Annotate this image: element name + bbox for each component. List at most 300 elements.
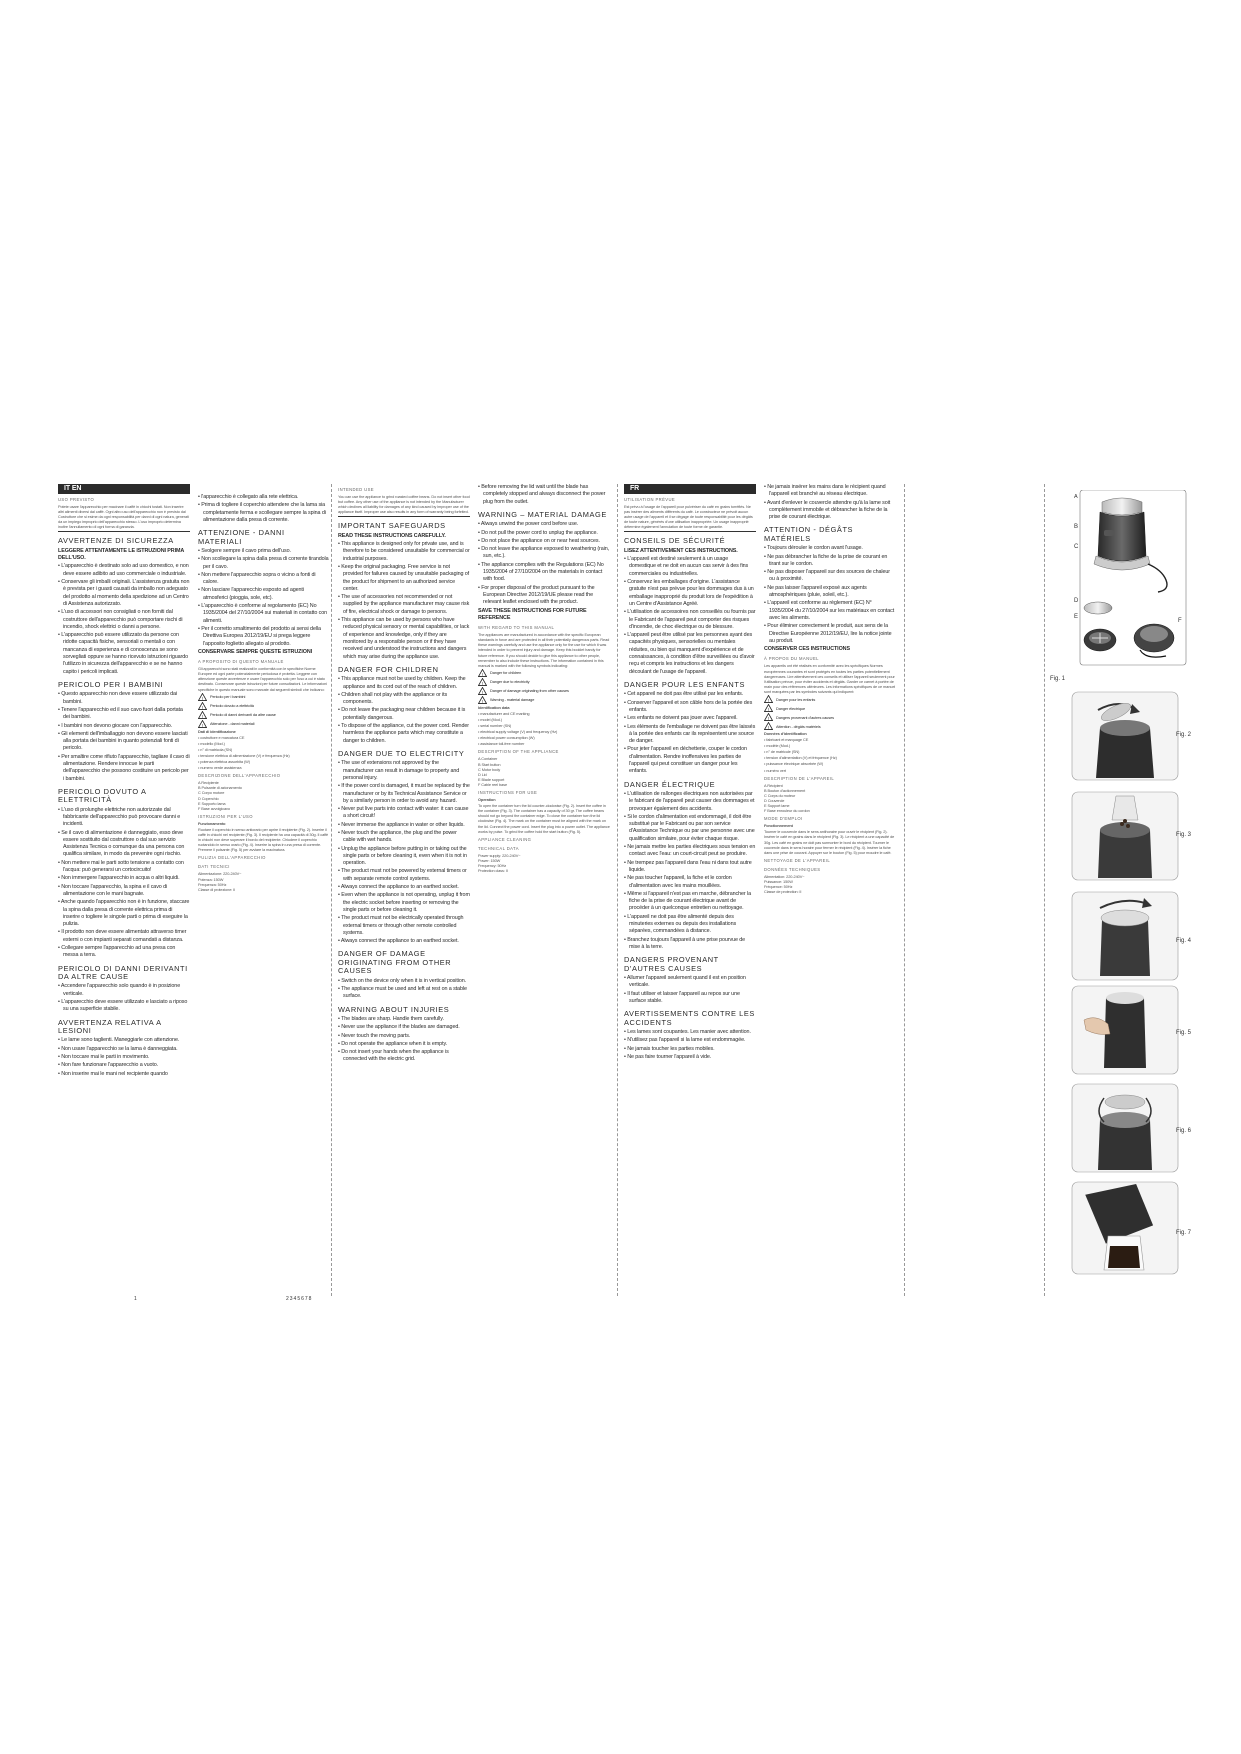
fill-beans-illustration [1070,790,1180,882]
list-item: • The blades are sharp. Handle them carefully. [338,1016,470,1023]
list-item: • Les éléments de l'emballage ne doivent pas être laissés à la portée des enfants car ils représentent une source de danger. [624,724,756,746]
list-item: • Do not pull the power cord to unplug the appliance. [478,530,610,537]
list-item: • l'apparecchio è collegato alla rete elettrica. [198,494,330,501]
list-item: • numéro vert [764,768,896,773]
material-list [764,545,896,645]
manual-heading: WITH REGARD TO THIS MANUAL [478,625,555,631]
other-causes-heading: PERICOLO DI DANNI DERIVANTI DA ALTRE CAUSE [58,963,188,982]
list-item: • Do not leave the packaging near children because it is potentially dangerous. [338,707,470,722]
tech-list [478,853,610,873]
warning-triangle-icon [478,687,487,695]
list-item: • Always connect the appliance to an earthed socket. [338,938,470,945]
svg-text:!: ! [767,724,770,730]
list-item: F Base avvolgicavo [198,805,230,811]
list-item: Classe di protezione: II [198,886,236,892]
list-item: D Coperchio [198,795,219,801]
cleaning-heading: NETTOYAGE DE L'APPAREIL [764,857,831,863]
language-bar-fr: FR [624,484,756,494]
symbol-row [478,687,610,695]
list-item: • Gli elementi dell'imballaggio non devono essere lasciati alla portata dei bambini in quanto potenziali fonti di pericolo. [58,731,190,753]
fr-column-1 [624,484,756,1274]
list-item: • Svolgere sempre il cavo prima dell'uso. [198,548,330,555]
list-item: A Container [478,756,498,762]
children-heading: DANGER POUR LES ENFANTS [624,679,745,689]
description-heading: DESCRIZIONE DELL'APPARECCHIO [198,773,281,779]
manual-text: Gli apparecchi sono stati realizzati in conformità con le specifiche Norme Europee ed ogni parte potenzialmente pericolosa è protetta. Leggere con attenzione queste avvertenze e usare l'apparecchio solo per l'uso a cui è stato destinato. Conservare queste istruzioni per future consultazioni. Le informazioni specifiche in questo manuale sono marcate dai seguenti simboli che indicano: [198,666,328,692]
list-item: • L'utilisation de rallonges électriques non autorisées par le fabricant de l'appareil peut causer des dommages et provoquer également des accidents. [624,791,756,813]
close-lid-illustration [1070,890,1180,982]
list-item: • L'apparecchio deve essere utilizzato e lasciato a riposo su una superficie stabile. [58,999,190,1014]
list-item: • modello (Mod.) [198,741,330,746]
symbol-row [764,722,896,730]
figure-column [1048,484,1208,1284]
symbol-label: Attenzione - danni materiali [210,721,255,727]
list-item: • Il faut utiliser et laisser l'appareil au repos sur une surface stable. [624,991,756,1006]
fr-column-2 [764,484,896,1274]
list-item: • Cet appareil ne doit pas être utilisé par les enfants. [624,691,756,698]
symbol-row [198,711,330,719]
list-item: D Lid [478,771,487,777]
list-item: • L'apparecchio può essere utilizzato da persone con ridotte capacità fisiche, sensoriali o mentali o con mancanza di esperienza e di conoscenza se sono sorvegliati oppure se hanno ricevuto istruzioni riguardo l'utilizzo in sicurezza dell'apparecchio e se ne hanno capito i pericoli implicati. [58,632,190,676]
figure-7 [1070,1180,1180,1276]
continued-list [198,494,330,524]
use-subheading: Operation [478,797,496,803]
list-item: • Pour éliminer correctement le produit, aux sens de la Directive Européenne 2012/19/EU, lire la notice jointe au produit. [764,623,896,645]
list-item: F Cable reel base [478,781,508,787]
use-text: Tourner le couvercle dans le sens antihoraire pour ouvrir le récipient (Fig. 2). Insérer le café en grains dans le récipient (Fig. 3). Le récipient a une capacité de 30g. Les café en grains ne doit pas surmonter le bord du récipient. Tourner le couvercle dans le sens horaire pour fermer le récipient (Fig. 4). Insérer la fiche dans une prise de courant. Appuyer sur le bouton (Fig. 5) pour moudre le café. [764,829,895,855]
list-item: • Collegare sempre l'apparecchio ad una presa con messa a terra. [58,945,190,960]
svg-text:!: ! [481,671,484,677]
label-a: A [1074,494,1078,500]
warning-triangle-icon [198,720,207,728]
electricity-list [624,791,756,951]
en-column-1 [338,484,470,1274]
warning-triangle-icon [198,702,207,710]
list-item: • I bambini non devono giocare con l'apparecchio. [58,723,190,730]
id-heading: Identification data [478,704,510,710]
list-item: • Do not place the appliance on or near heat sources. [478,538,610,545]
safety-list [624,556,756,676]
electricity-list [338,760,470,945]
it-column-1 [58,484,190,1274]
list-item: • tension d'alimentation (V) et fréquence (Hz) [764,755,896,760]
manual-text: Les appareils ont été réalisés en conformité avec les spécifiques Normes européennes courantes et sont protégés en toutes les parties potentiellement dangereuses. Lire attentivement ces conseils et utiliser l'appareil seulement pour l'utilisation prévue, pour éviter accidents et dégâts. Garder ce carnet à portée de main pour des références ultérieures. Les informations spécifiques de ce manuel sont marquées par les symboles suivants qui indiquent: [764,663,896,694]
tech-list [198,871,330,891]
symbol-label: Pericolo per i bambini [210,694,246,700]
safeguards-lead: READ THESE INSTRUCTIONS CAREFULLY. [338,532,446,539]
label-d: D [1074,598,1079,604]
warning-triangle-icon [764,704,773,712]
list-item: • The use of extensions not approved by the manufacturer can result in damage to property and personal injury. [338,760,470,782]
list-item: • Avant d'enlever le couvercle attendre qu'à la lame soit complètement immobile et débrancher la fiche de la prise de courant électrique. [764,500,896,522]
list-item: • Per il corretto smaltimento del prodotto ai sensi della Direttiva Europea 2012/19/EU si prega leggere l'apposito foglietto allegato al prodotto. [198,626,330,648]
symbol-row [198,702,330,710]
list-item: • Non immergere l'apparecchio in acqua o altri liquidi. [58,875,190,882]
it-column-2 [198,484,330,1274]
intended-use-text: Est prévu à l'usage de l'appareil pour pulvériser du café en grains torréfiés. Ne pas insérer des aliments différents du café. Le constructeur ne prévoit aucun autre usage de l'appareil et il se dégage de toute responsabilité pour les dégâts de toute nature, générés d'une utilisation inappropriée. Un usage inapproprié détermine également l'annulation de toute forme de garantie. [624,504,753,530]
list-item: • Unplug the appliance before putting in or taking out the single parts or before cleaning it, even when it is not in operation. [338,846,470,868]
page-number: 1 [134,1296,137,1302]
safeguards-list [338,541,470,661]
list-item: • L'appareil est destiné seulement à un usage domestique et ne doit en aucun cas servir à des fins commerciales ou industrielles. [624,556,756,578]
figure-4-label: Fig. 4 [1176,938,1192,944]
list-item: • L'uso di accessori non consigliati o non forniti dal costruttore dell'apparecchio può comportare rischi di incendio, shock elettrici o danni a persone. [58,609,190,631]
material-heading: WARNING – MATERIAL DAMAGE [478,509,607,519]
list-item: • Ne pas toucher l'appareil, la fiche et le cordon d'alimentation avec les mains mouillées. [624,875,756,890]
intended-use-text: Potete usare l'apparecchio per macinare il caffè in chicchi tostati. Non inserire altri alimenti diversi dal caffè. Ogni altro uso dell'apparecchio non è previsto dal Costruttore che si esime da ogni responsabilità per danni di ogni natura, generati da un impiego improprio dell'apparecchio stesso. L'uso improprio determina inoltre l'annullamento di ogni forma di garanzia. [58,504,189,530]
list-item: • Ne pas faire tourner l'appareil à vide. [624,1054,756,1061]
symbol-row [478,669,610,677]
symbol-row [198,720,330,728]
symbol-list [198,693,330,728]
figure-5 [1070,984,1180,1076]
list-item: • Never touch the appliance, the plug and the power cable with wet hands. [338,830,470,845]
intended-use-heading: INTENDED USE [338,487,374,492]
safety-lead: LISEZ ATTENTIVEMENT CES INSTRUCTIONS. [624,547,738,554]
warning-triangle-icon [198,711,207,719]
list-item: B Start button [478,761,501,767]
list-item: Potenza: 150W [198,876,224,882]
injuries-list [338,1016,470,1064]
symbol-label: Danger due to electricity [490,679,530,685]
figure-5-label: Fig. 5 [1176,1030,1192,1036]
injuries-heading: WARNING ABOUT INJURIES [338,1004,450,1014]
electricity-list [58,807,190,960]
list-item: • Non inserire mai le mani nel recipiente quando [58,1071,190,1078]
continued-list [478,484,610,506]
list-item: • Conserver l'appareil et son câble hors de la portée des enfants. [624,700,756,715]
symbol-label: Pericolo dovuto a elettricità [210,703,254,709]
list-item: • tensione elettrica di alimentazione (V) e frequenza (Hz) [198,753,330,758]
remove-lid-illustration [1070,1082,1180,1174]
continued-list [764,484,896,521]
list-item: C Motor body [478,766,501,772]
list-item: • L'appareil est conforme au règlement (EC) N° 1935/2004 du 27/10/2004 sur les matériaux en contact avec les aliments. [764,600,896,622]
svg-text:!: ! [201,722,204,728]
svg-text:!: ! [481,698,484,704]
list-item: • model (Mod.) [478,717,610,722]
barcode-text: 2345678 [286,1296,313,1302]
figure-1 [1070,490,1180,670]
pour-coffee-illustration [1070,1180,1180,1276]
other-causes-list [624,975,756,1005]
list-item: • To dispose of the appliance, cut the power cord. Render harmless the appliance parts which may constitute a danger to children. [338,723,470,745]
list-item: • Switch on the device only when it is in vertical position. [338,978,470,985]
safety-heading: AVVERTENZE DI SICUREZZA [58,536,174,546]
use-heading: INSTRUCTIONS FOR USE [478,790,538,796]
list-item: Alimentation: 220-240V~ [764,873,805,879]
list-item: • Before removing the lid wait until the blade has completely stopped and always disconnect the power plug from the outlet. [478,484,610,506]
symbol-list [478,669,610,704]
list-item: Puissance: 150W [764,878,793,884]
svg-text:!: ! [201,695,204,701]
list-item: • numero verde assistenza [198,765,330,770]
svg-text:!: ! [767,715,770,721]
use-text: Ruotare il coperchio in senso antiorario per aprire il recipiente (Fig. 2). Inserire il caffè in chicchi nel recipiente (Fig. 3). Il recipiente ha una capacità di 30g. Il caffè in chicchi non deve superare il bordo del recipiente. Chiudere il coperchio ruotandolo in senso orario (Fig. 4). Inserire la spina in una presa di corrente. Premere il pulsante (Fig. 5) per avviare la macinatura. [198,826,329,853]
figure-6 [1070,1082,1180,1174]
warning-triangle-icon [764,713,773,721]
injuries-heading: AVERTISSEMENTS CONTRE LES ACCIDENTS [624,1009,755,1027]
list-item: • Tenere l'apparecchio ed il suo cavo fuori dalla portata dei bambini. [58,707,190,722]
id-list [478,711,610,747]
list-item: • Do not operate the appliance when it is empty. [338,1041,470,1048]
figure-2-label: Fig. 2 [1176,732,1192,738]
list-item: C Corps du moteur [764,792,796,798]
list-item: • L'appareil peut être utilisé par les personnes ayant des capacités physiques, sensorielles ou mentales réduites, ou bien qui manquent d'expérience et de connaissances, à condition d'être surveillées ou d'avoir reçu et compris les instructions et les dangers découlant de l'usage de l'appareil. [624,632,756,676]
symbol-row [198,693,330,701]
list-item: • puissance électrique absorbée (W) [764,761,896,766]
list-item: • electrical supply voltage (V) and frequency (Hz) [478,729,610,734]
symbol-label: Warning - material damage [490,697,535,703]
list-item: • Non toccare l'apparecchio, la spina e il cavo di alimentazione con le mani bagnate. [58,884,190,899]
material-heading: ATTENTION - DÉGÂTS MATÉRIELS [764,525,854,543]
list-item: • Ne pas débrancher la fiche de la prise de courant en tirant sur le cordon. [764,554,896,569]
description-list [764,783,896,814]
svg-text:!: ! [201,704,204,710]
list-item: • N'utilisez pas l'appareil si la lame est endommagée. [624,1037,756,1044]
grinder-assembly-illustration [1070,490,1190,670]
list-item: • This appliance can be used by persons who have reduced physical sensory or mental capabilities, or lack of experience and knowledge, only if they are monitored by a responsible person or if they have received and understood the instructions and dangers which may arise during the appliance use. [338,617,470,661]
figure-3-label: Fig. 3 [1176,832,1192,838]
label-b: B [1074,524,1079,530]
injuries-list [624,1029,756,1061]
list-item: E Blade support [478,776,505,782]
id-list [198,735,330,771]
fold-line [617,484,618,1296]
children-list [338,676,470,745]
list-item: • The product must not be powered by external timers or with separate remote control systems. [338,868,470,883]
other-causes-list [338,978,470,1001]
list-item: • Non toccare mai le parti in movimento. [58,1054,190,1061]
list-item: • Ne trempez pas l'appareil dans l'eau ni dans tout autre liquide. [624,860,756,875]
list-item: Alimentazione: 220-240V~ [198,871,242,877]
divider [58,531,190,532]
list-item: • fabricant et marquage CE [764,737,896,742]
symbol-list [764,695,896,730]
id-heading: Données d'identification [764,731,807,737]
keep-instructions: SAVE THESE INSTRUCTIONS FOR FUTURE REFERENCE [478,607,587,621]
list-item: • Allumer l'appareil seulement quand il est en position verticale. [624,975,756,990]
list-item: • Never immerse the appliance in water or other liquids. [338,822,470,829]
list-item: • Always unwind the power cord before use. [478,521,610,528]
manual-heading: À PROPOS DU MANUEL [764,656,819,662]
list-item: • Pour jeter l'appareil en déchetterie, couper le cordon d'alimentation. Rendre inoffensives les parties de l'appareil qui peut constituer un danger pour les enfants. [624,746,756,775]
manual-text: The appliances are manufactured in accordance with the specific European standards in force and are protected in all their potentially dangerous parts. Read these warnings carefully and use the appliance only for the use for which it was intended in order to prevent injury and damage. Keep this booklet handy for future reference. If you should decide to give this appliance to other people, remember to also include these instructions. The information contained in this manual is marked with the following symbols indicating: [478,632,610,668]
symbol-row [764,704,896,712]
list-item: • Keep the original packaging. Free service is not provided for failures caused by unsuitable packaging of the product for shipment to an authorized service center. [338,564,470,593]
list-item: • Always connect the appliance to an earthed socket. [338,884,470,891]
material-list [198,548,330,648]
list-item: • electrical power consumption (W) [478,735,610,740]
material-list [478,521,610,606]
intended-use-text: You can use the appliance to grind roasted coffee beans. Do not insert other food but coffee. Any other use of the appliance is not intended by the Manufacturer which declines all liability for damages of any kind caused by improper use of the appliance itself. Improper use also results in any form of warranty being forfeited. [338,494,470,515]
symbol-row [478,678,610,686]
other-causes-list [58,983,190,1013]
list-item: • n° di matricola (SN) [198,747,330,752]
en-column-2 [478,484,610,1274]
fold-line [1044,484,1045,1296]
list-item: • Children shall not play with the appliance or its components. [338,692,470,707]
manual-heading: A PROPOSITO DI QUESTO MANUALE [198,659,284,665]
list-item: • Les enfants ne doivent pas jouer avec l'appareil. [624,715,756,722]
electricity-heading: DANGER DUE TO ELECTRICITY [338,748,465,758]
description-heading: DESCRIPTION DE L'APPAREIL [764,775,835,781]
list-item: • potenza elettrica assorbita (W) [198,759,330,764]
intended-use-heading: UTILISATION PRÉVUE [624,497,676,502]
spacer [198,484,330,494]
list-item: • Le lame sono taglienti. Maneggiarle con attenzione. [58,1037,190,1044]
list-item: • Toujours dérouler le cordon avant l'usage. [764,545,896,552]
warning-triangle-icon [478,669,487,677]
list-item: • Ne pas disposer l'appareil sur des sources de chaleur ou à proximité. [764,569,896,584]
symbol-row [478,696,610,704]
open-lid-illustration [1070,690,1180,782]
tech-heading: DONNÉES TECHNIQUES [764,866,821,872]
use-text: To open the container turn the lid counter-clockwise (Fig. 2). Insert the coffee in the container (Fig. 3). The container has a capacity of 30 gr. The coffee beans should not go beyond the container edge. To close the container turn the lid clockwise (Fig. 4). The mark on the container must be aligned with the mark on the lid. Connect the power cord. Insert the plug into a power outlet. The appliance works by pulse. To grind the coffee hold the start button (Fig. 5). [478,803,610,834]
list-item: B Bouton d'actionnement [764,787,806,793]
list-item: E Support lame [764,803,790,809]
list-item: • Never put live parts into contact with water: it can cause a short circuit! [338,806,470,821]
list-item: • The appliance must be used and left at rest on a stable surface. [338,986,470,1001]
list-item: • Branchez toujours l'appareil à une prise pourvue de mise à la terre. [624,937,756,952]
list-item: • Accendere l'apparecchio solo quando è in posizione verticale. [58,983,190,998]
svg-text:!: ! [481,689,484,695]
svg-text:!: ! [481,680,484,686]
list-item: • Non scollegare la spina dalla presa di corrente tirandola per il cavo. [198,556,330,571]
use-subheading: Funzionamento [198,820,226,826]
list-item: • Do not insert your hands when the appliance is connected with the electric grid. [338,1049,470,1064]
list-item: • The product must not be electrically operated through external timers or through other remote controlled systems. [338,915,470,937]
list-item: D Couvercle [764,797,785,803]
figure-2 [1070,690,1180,782]
children-heading: PERICOLO PER I BAMBINI [58,679,164,689]
other-causes-heading: DANGER OF DAMAGE ORIGINATING FROM OTHER CAUSES [338,949,452,976]
list-item: Power: 150W [478,857,501,863]
list-item: Classe de protection: II [764,889,802,895]
list-item: • Never use the appliance if the blades are damaged. [338,1024,470,1031]
figure-6-label: Fig. 6 [1176,1128,1192,1134]
list-item: • For proper disposal of the product pursuant to the European Directive 2012/19/UE please read the relevant leaflet enclosed with the product. [478,585,610,607]
list-item: • Do not leave the appliance exposed to weathering (rain, sun, etc.). [478,546,610,561]
list-item: • modèle (Mod.) [764,743,896,748]
electricity-heading: DANGER ÉLECTRIQUE [624,779,716,789]
list-item: • Never touch the moving parts. [338,1033,470,1040]
warning-triangle-icon [198,693,207,701]
symbol-label: Danger of damage originating from other causes [490,688,569,694]
list-item: • Non usare l'apparecchio se la lama è danneggiata. [58,1046,190,1053]
divider [624,531,756,532]
safety-heading: CONSEILS DE SÉCURITÉ [624,536,726,546]
list-item: • The appliance complies with the Regulations (EC) No 1935/2004 of 27/10/2004 on the materials in contact with food. [478,562,610,584]
svg-text:!: ! [201,713,204,719]
list-item: • Ne jamais mettre les parties électriques sous tension en contact avec l'eau: un court-circuit peut se produire. [624,844,756,859]
description-list [198,780,330,811]
safety-list [58,563,190,675]
safeguards-heading: IMPORTANT SAFEGUARDS [338,521,446,531]
list-item: • Conservare gli imballi originali. L'assistenza gratuita non è prevista per i guasti causati da imballo non adeguato del prodotto al momento della spedizione ad un Centro di Assistenza autorizzato. [58,579,190,608]
list-item: • Non mettere l'apparecchio sopra o vicino a fonti di calore. [198,572,330,587]
list-item: • This appliance must not be used by children. Keep the appliance and its cord out of the reach of children. [338,676,470,691]
list-item: • If the power cord is damaged, it must be replaced by the manufacturer or by its Technical Assistance Service or by a similarly person in order to avoid any hazard. [338,783,470,805]
tech-heading: TECHNICAL DATA [478,845,519,851]
svg-text:!: ! [767,706,770,712]
electricity-heading: PERICOLO DOVUTO A ELETTRICITÀ [58,786,147,805]
symbol-label: Dangers provenant d'autres causes [776,714,835,720]
list-item: C Corpo motore [198,790,225,796]
id-heading: Dati di identificazione [198,728,236,734]
list-item: B Pulsante di azionamento [198,785,242,791]
keep-instructions: CONSERVARE SEMPRE QUESTE ISTRUZIONI [198,648,313,655]
list-item: • The use of accessories not recommended or not supplied by the appliance manufacturer may cause risk of fire, electrical shock or damage to persons. [338,594,470,616]
list-item: • Les lames sont coupantes. Les manier avec attention. [624,1029,756,1036]
warning-triangle-icon [764,722,773,730]
list-item: • L'appareil ne doit pas être alimenté depuis des minuteries externes ou depuis des installations séparées, commandées à distance. [624,914,756,936]
list-item: • Even when the appliance is not operating, unplug it from the electric socket before inserting or removing the single parts or before cleaning it. [338,892,470,914]
other-causes-heading: DANGERS PROVENANT D'AUTRES CAUSES [624,955,719,973]
list-item: • Prima di togliere il coperchio attendere che la lama sia completamente ferma e scollegare sempre la spina di alimentazione dalla presa di corrente. [198,502,330,524]
list-item: A Recipiente [198,780,219,786]
warning-triangle-icon [478,678,487,686]
list-item: • manufacturer and CE marking [478,711,610,716]
cleaning-heading: PULIZIA DELL'APPARECCHIO [198,855,266,861]
list-item: • Conservez les emballages d'origine. L'assistance gratuite n'est pas prévue pour les dommages dus à un emballage inapproprié du produit lors de l'expédition à un Centre d'Assistance Agréé. [624,579,756,608]
list-item: Fréquence: 50Hz [764,883,793,889]
list-item: • Non lasciare l'apparecchio esposto ad agenti atmosferici (pioggia, sole, etc). [198,587,330,602]
use-heading: MODE D'EMPLOI [764,816,803,822]
list-item: • Il prodotto non deve essere alimentato attraverso timer esterni o con impianti separati comandati a distanza. [58,929,190,944]
label-c: C [1074,544,1079,550]
symbol-label: Danger pour les enfants [776,696,816,702]
safety-lead: LEGGERE ATTENTAMENTE LE ISTRUZIONI PRIMA DELL'USO. [58,547,184,562]
list-item: • Non fare funzionare l'apparecchio a vuoto. [58,1062,190,1069]
list-item: • Anche quando l'apparecchio non è in funzione, staccare la spina dalla presa di corrente elettrica prima di inserire o togliere le singole parti o prima di eseguire la pulizia. [58,899,190,928]
symbol-label: Pericolo di danni derivanti da altre cause [210,712,276,718]
injuries-heading: AVVERTENZA RELATIVA A LESIONI [58,1017,162,1036]
list-item: • n° de matricule (SN) [764,749,896,754]
list-item: • serial number (SN) [478,723,610,728]
children-list [624,691,756,775]
figure-4 [1070,890,1180,982]
list-item: • Ne jamais toucher les parties mobiles. [624,1046,756,1053]
warning-triangle-icon [478,696,487,704]
symbol-label: Danger électrique [776,705,806,711]
divider [338,516,470,517]
list-item: • assistance toll-free number [478,741,610,746]
symbol-label: Danger for children [490,670,522,676]
list-item: Frequenza: 50Hz [198,881,227,887]
children-heading: DANGER FOR CHILDREN [338,664,439,674]
fold-line [904,484,905,1296]
svg-text:!: ! [767,697,770,703]
press-button-illustration [1070,984,1180,1076]
list-item: Power supply: 220-240V~ [478,852,521,858]
material-heading: ATTENZIONE - DANNI MATERIALI [198,528,285,546]
list-item: F Base enrouleur du cordon [764,808,810,814]
figure-3 [1070,790,1180,882]
list-item: • Per smaltire come rifiuto l'apparecchio, tagliare il cavo di alimentazione. Rendere innocue le parti dell'apparecchio che possono costituire un pericolo per i bambini. [58,754,190,783]
symbol-row [764,695,896,703]
list-item: • L'apparecchio è conforme al regolamento (EC) No 1935/2004 del 27/10/2004 sui materiali in contatto con alimenti. [198,603,330,625]
figure-7-label: Fig. 7 [1176,1230,1192,1236]
figure-1-label: Fig. 1 [1050,676,1066,682]
list-item: • Même si l'appareil n'est pas en marche, débrancher la fiche de la prise de courant électrique avant de procéder à un quelconque entretien ou nettoyage. [624,891,756,913]
intended-use-heading: USO PREVISTO [58,497,95,502]
fold-line [331,484,332,1296]
use-subheading: Fonctionnement [764,823,793,829]
list-item: • Ne jamais insérer les mains dans le récipient quand l'appareil est branché au réseau électrique. [764,484,896,499]
use-heading: ISTRUZIONI PER L'USO [198,813,253,819]
list-item: Frequency: 50Hz [478,862,507,868]
